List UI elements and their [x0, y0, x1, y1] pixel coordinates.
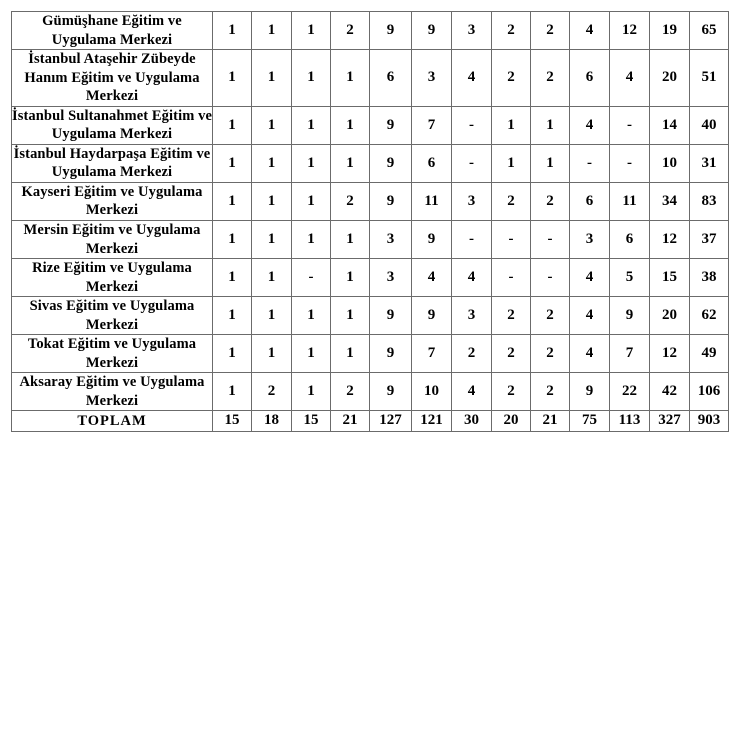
value-cell: 12	[610, 12, 650, 50]
value-cell: 1	[252, 12, 292, 50]
row-total-cell: 40	[690, 106, 729, 144]
value-cell: 4	[570, 12, 610, 50]
value-cell: -	[570, 144, 610, 182]
value-cell: -	[610, 144, 650, 182]
value-cell: 6	[610, 221, 650, 259]
value-cell: 10	[412, 373, 452, 411]
grand-total-cell: 903	[690, 411, 729, 431]
table-row	[12, 297, 729, 335]
value-cell: 9	[370, 144, 412, 182]
table-row	[12, 373, 729, 411]
value-cell: 2	[531, 50, 570, 107]
value-cell: 2	[492, 373, 531, 411]
value-cell: 1	[292, 221, 331, 259]
value-cell: 1	[292, 335, 331, 373]
value-cell: 3	[412, 50, 452, 107]
value-cell: 6	[412, 144, 452, 182]
column-total-cell: 21	[331, 411, 370, 431]
column-total-cell: 113	[610, 411, 650, 431]
value-cell: -	[492, 221, 531, 259]
column-total-cell: 18	[252, 411, 292, 431]
center-name-cell: Mersin Eğitim ve Uygulama Merkezi	[12, 221, 213, 259]
column-total-cell: 327	[650, 411, 690, 431]
row-total-cell: 49	[690, 335, 729, 373]
value-cell: -	[292, 259, 331, 297]
value-cell: 6	[570, 50, 610, 107]
value-cell: 1	[492, 106, 531, 144]
value-cell: 2	[531, 373, 570, 411]
value-cell: 1	[252, 335, 292, 373]
value-cell: 1	[292, 144, 331, 182]
value-cell: 1	[492, 144, 531, 182]
value-cell: 9	[570, 373, 610, 411]
center-name-cell: İstanbul Ataşehir Zübeyde Hanım Eğitim ve Uygulama Merkezi	[12, 50, 213, 107]
value-cell: 9	[412, 221, 452, 259]
value-cell: 2	[531, 335, 570, 373]
value-cell: 1	[213, 297, 252, 335]
value-cell: 1	[331, 335, 370, 373]
value-cell: 42	[650, 373, 690, 411]
value-cell: 7	[610, 335, 650, 373]
value-cell: 19	[650, 12, 690, 50]
value-cell: 1	[292, 12, 331, 50]
value-cell: 9	[412, 12, 452, 50]
value-cell: 1	[252, 144, 292, 182]
center-name-cell: Tokat Eğitim ve Uygulama Merkezi	[12, 335, 213, 373]
value-cell: 1	[292, 50, 331, 107]
value-cell: 9	[370, 335, 412, 373]
table-row	[12, 12, 729, 50]
value-cell: 3	[370, 259, 412, 297]
center-name-cell: Gümüşhane Eğitim ve Uygulama Merkezi	[12, 12, 213, 50]
value-cell: 1	[292, 373, 331, 411]
value-cell: 15	[650, 259, 690, 297]
value-cell: 1	[213, 259, 252, 297]
total-row-label: TOPLAM	[12, 411, 213, 431]
row-total-cell: 106	[690, 373, 729, 411]
column-total-cell: 127	[370, 411, 412, 431]
center-name-cell: Rize Eğitim ve Uygulama Merkezi	[12, 259, 213, 297]
value-cell: 2	[492, 297, 531, 335]
value-cell: 5	[610, 259, 650, 297]
column-total-cell: 20	[492, 411, 531, 431]
value-cell: 1	[331, 259, 370, 297]
value-cell: 3	[452, 297, 492, 335]
value-cell: 3	[452, 182, 492, 220]
value-cell: 4	[412, 259, 452, 297]
value-cell: 2	[492, 50, 531, 107]
value-cell: 7	[412, 335, 452, 373]
center-name-cell: Aksaray Eğitim ve Uygulama Merkezi	[12, 373, 213, 411]
value-cell: 2	[492, 182, 531, 220]
value-cell: 12	[650, 221, 690, 259]
column-total-cell: 21	[531, 411, 570, 431]
value-cell: 1	[213, 335, 252, 373]
center-name-cell: İstanbul Haydarpaşa Eğitim ve Uygulama Merkezi	[12, 144, 213, 182]
center-name-cell: Kayseri Eğitim ve Uygulama Merkezi	[12, 182, 213, 220]
value-cell: 20	[650, 297, 690, 335]
value-cell: 1	[531, 106, 570, 144]
value-cell: 2	[531, 297, 570, 335]
value-cell: -	[492, 259, 531, 297]
value-cell: 1	[252, 221, 292, 259]
value-cell: -	[452, 144, 492, 182]
value-cell: 3	[452, 12, 492, 50]
value-cell: 10	[650, 144, 690, 182]
value-cell: 2	[331, 182, 370, 220]
value-cell: 1	[252, 259, 292, 297]
value-cell: 11	[412, 182, 452, 220]
column-total-cell: 30	[452, 411, 492, 431]
table-total-row	[12, 411, 729, 431]
value-cell: 9	[370, 182, 412, 220]
value-cell: 4	[570, 335, 610, 373]
table-body	[12, 12, 729, 432]
value-cell: 9	[370, 12, 412, 50]
value-cell: 2	[252, 373, 292, 411]
value-cell: 1	[213, 182, 252, 220]
value-cell: 4	[452, 259, 492, 297]
value-cell: 4	[452, 373, 492, 411]
value-cell: 4	[452, 50, 492, 107]
value-cell: -	[610, 106, 650, 144]
table-row	[12, 335, 729, 373]
value-cell: 1	[252, 106, 292, 144]
table-row	[12, 221, 729, 259]
value-cell: 1	[213, 221, 252, 259]
table-row	[12, 144, 729, 182]
value-cell: 4	[610, 50, 650, 107]
value-cell: 1	[331, 144, 370, 182]
value-cell: 2	[331, 373, 370, 411]
value-cell: 7	[412, 106, 452, 144]
table-row	[12, 259, 729, 297]
column-total-cell: 75	[570, 411, 610, 431]
value-cell: 4	[570, 259, 610, 297]
value-cell: 34	[650, 182, 690, 220]
value-cell: -	[531, 221, 570, 259]
value-cell: -	[452, 106, 492, 144]
column-total-cell: 121	[412, 411, 452, 431]
value-cell: 1	[252, 297, 292, 335]
value-cell: 2	[531, 182, 570, 220]
value-cell: 9	[370, 297, 412, 335]
value-cell: 1	[213, 50, 252, 107]
row-total-cell: 62	[690, 297, 729, 335]
value-cell: 2	[492, 335, 531, 373]
row-total-cell: 38	[690, 259, 729, 297]
value-cell: 9	[370, 106, 412, 144]
value-cell: 2	[331, 12, 370, 50]
value-cell: 1	[213, 106, 252, 144]
row-total-cell: 51	[690, 50, 729, 107]
education-centers-table	[11, 11, 729, 432]
column-total-cell: 15	[292, 411, 331, 431]
value-cell: 1	[531, 144, 570, 182]
value-cell: 1	[331, 221, 370, 259]
row-total-cell: 37	[690, 221, 729, 259]
value-cell: 2	[531, 12, 570, 50]
value-cell: 1	[331, 297, 370, 335]
value-cell: 9	[610, 297, 650, 335]
value-cell: 4	[570, 297, 610, 335]
value-cell: 1	[292, 106, 331, 144]
value-cell: 3	[570, 221, 610, 259]
value-cell: 12	[650, 335, 690, 373]
value-cell: 4	[570, 106, 610, 144]
column-total-cell: 15	[213, 411, 252, 431]
row-total-cell: 65	[690, 12, 729, 50]
value-cell: 1	[292, 297, 331, 335]
value-cell: 2	[452, 335, 492, 373]
table-row	[12, 182, 729, 220]
row-total-cell: 31	[690, 144, 729, 182]
row-total-cell: 83	[690, 182, 729, 220]
value-cell: 1	[252, 182, 292, 220]
value-cell: 14	[650, 106, 690, 144]
value-cell: 1	[292, 182, 331, 220]
value-cell: 9	[370, 373, 412, 411]
value-cell: -	[531, 259, 570, 297]
value-cell: 6	[570, 182, 610, 220]
center-name-cell: Sivas Eğitim ve Uygulama Merkezi	[12, 297, 213, 335]
table-row	[12, 50, 729, 107]
value-cell: 1	[252, 50, 292, 107]
value-cell: 3	[370, 221, 412, 259]
value-cell: 11	[610, 182, 650, 220]
value-cell: 1	[213, 12, 252, 50]
value-cell: 1	[213, 373, 252, 411]
table-row	[12, 106, 729, 144]
center-name-cell: İstanbul Sultanahmet Eğitim ve Uygulama Merkezi	[12, 106, 213, 144]
value-cell: 9	[412, 297, 452, 335]
value-cell: 1	[331, 50, 370, 107]
value-cell: 1	[213, 144, 252, 182]
value-cell: 20	[650, 50, 690, 107]
value-cell: 22	[610, 373, 650, 411]
value-cell: 6	[370, 50, 412, 107]
value-cell: 2	[492, 12, 531, 50]
value-cell: -	[452, 221, 492, 259]
value-cell: 1	[331, 106, 370, 144]
